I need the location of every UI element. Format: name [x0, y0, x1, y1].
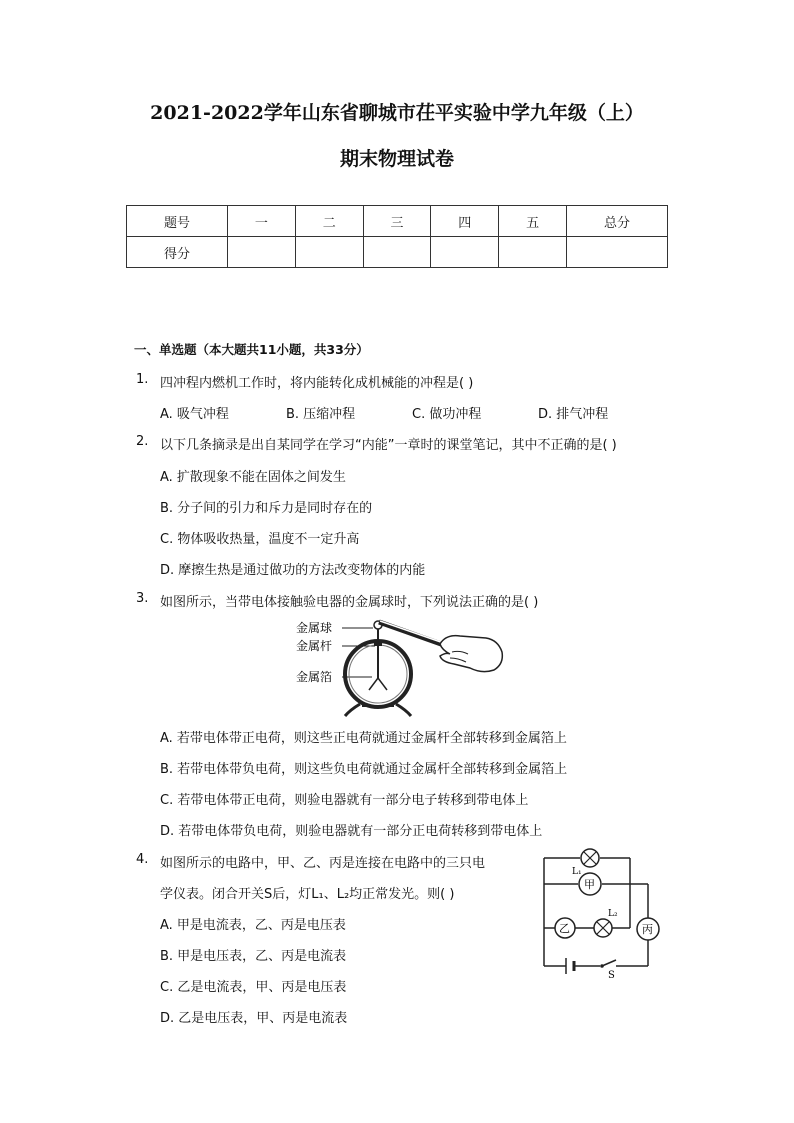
- score-table-header-row: [127, 206, 668, 237]
- score-table: [126, 205, 668, 268]
- score-cell: [363, 237, 431, 268]
- header-cell: 总分: [567, 206, 668, 237]
- insulating-stopper: [374, 640, 382, 646]
- label-metal-ball: 金属球: [296, 621, 333, 635]
- score-table-score-row: [127, 237, 668, 268]
- score-cell: [567, 237, 668, 268]
- metal-foil: [369, 678, 387, 690]
- label-metal-rod: 金属杆: [296, 639, 333, 653]
- option-b: B. 甲是电压表，乙、丙是电流表: [160, 949, 347, 964]
- option-d: D. 排气冲程: [538, 407, 609, 422]
- label-jia: 甲: [584, 878, 595, 891]
- option-d: D. 若带电体带负电荷，则验电器就有一部分正电荷转移到带电体上: [160, 824, 543, 839]
- title-line-2: 期末物理试卷: [339, 148, 454, 170]
- label-s: S: [608, 970, 615, 981]
- question-text: 四冲程内燃机工作时，将内能转化成机械能的冲程是( ): [160, 376, 474, 391]
- option-a: A. 若带电体带正电荷，则这些正电荷就通过金属杆全部转移到金属箔上: [160, 731, 567, 746]
- question-text-line-2: 学仪表。闭合开关S后，灯L₁、L₂均正常发光。则( ): [160, 887, 455, 902]
- label-metal-foil: 金属箔: [296, 670, 333, 684]
- label-bing: 丙: [642, 923, 653, 936]
- score-cell: [431, 237, 499, 268]
- option-c: C. 做功冲程: [412, 407, 482, 422]
- score-cell: [295, 237, 363, 268]
- option-a: A. 扩散现象不能在固体之间发生: [160, 470, 346, 485]
- option-a: A. 甲是电流表，乙、丙是电压表: [160, 918, 346, 933]
- header-cell: 四: [431, 206, 499, 237]
- option-b: B. 分子间的引力和斥力是同时存在的: [160, 501, 373, 516]
- question-number: 1.: [136, 372, 149, 387]
- option-c: C. 乙是电流表，甲、丙是电压表: [160, 980, 347, 995]
- option-a: A. 吸气冲程: [160, 407, 229, 422]
- question-number: 4.: [136, 852, 149, 867]
- header-cell: 题号: [127, 206, 228, 237]
- header-cell: 五: [499, 206, 567, 237]
- question-text: 以下几条摘录是出自某同学在学习“内能”一章时的课堂笔记，其中不正确的是( ): [160, 438, 617, 453]
- header-cell: 一: [228, 206, 296, 237]
- option-c: C. 若带电体带正电荷，则验电器就有一部分电子转移到带电体上: [160, 793, 529, 808]
- label-l2: L₂: [608, 909, 618, 919]
- electroscope-figure: [290, 612, 505, 718]
- hand: [440, 636, 502, 672]
- question-number: 2.: [136, 434, 149, 449]
- option-b: B. 若带电体带负电荷，则这些负电荷就通过金属杆全部转移到金属箔上: [160, 762, 568, 777]
- label-yi: 乙: [559, 922, 570, 935]
- circuit-diagram: [538, 846, 668, 981]
- label-l1: L₁: [572, 867, 582, 877]
- option-b: B. 压缩冲程: [286, 407, 356, 422]
- switch-blade: [602, 960, 616, 966]
- header-cell: 三: [363, 206, 431, 237]
- question-number: 3.: [136, 591, 149, 606]
- header-cell: 二: [295, 206, 363, 237]
- section-heading: 一、单选题（本大题共11小题，共33分）: [134, 342, 369, 357]
- option-d: D. 摩擦生热是通过做功的方法改变物体的内能: [160, 563, 426, 578]
- score-cell: [228, 237, 296, 268]
- row-label-cell: 得分: [127, 237, 228, 268]
- option-d: D. 乙是电压表，甲、丙是电流表: [160, 1011, 348, 1026]
- question-text: 如图所示，当带电体接触验电器的金属球时，下列说法正确的是( ): [160, 595, 539, 610]
- score-cell: [499, 237, 567, 268]
- option-c: C. 物体吸收热量，温度不一定升高: [160, 532, 360, 547]
- question-text-line-1: 如图所示的电路中，甲、乙、丙是连接在电路中的三只电: [160, 856, 486, 871]
- title-line-1: 2021-2022学年山东省聊城市茌平实验中学九年级（上）: [150, 102, 644, 124]
